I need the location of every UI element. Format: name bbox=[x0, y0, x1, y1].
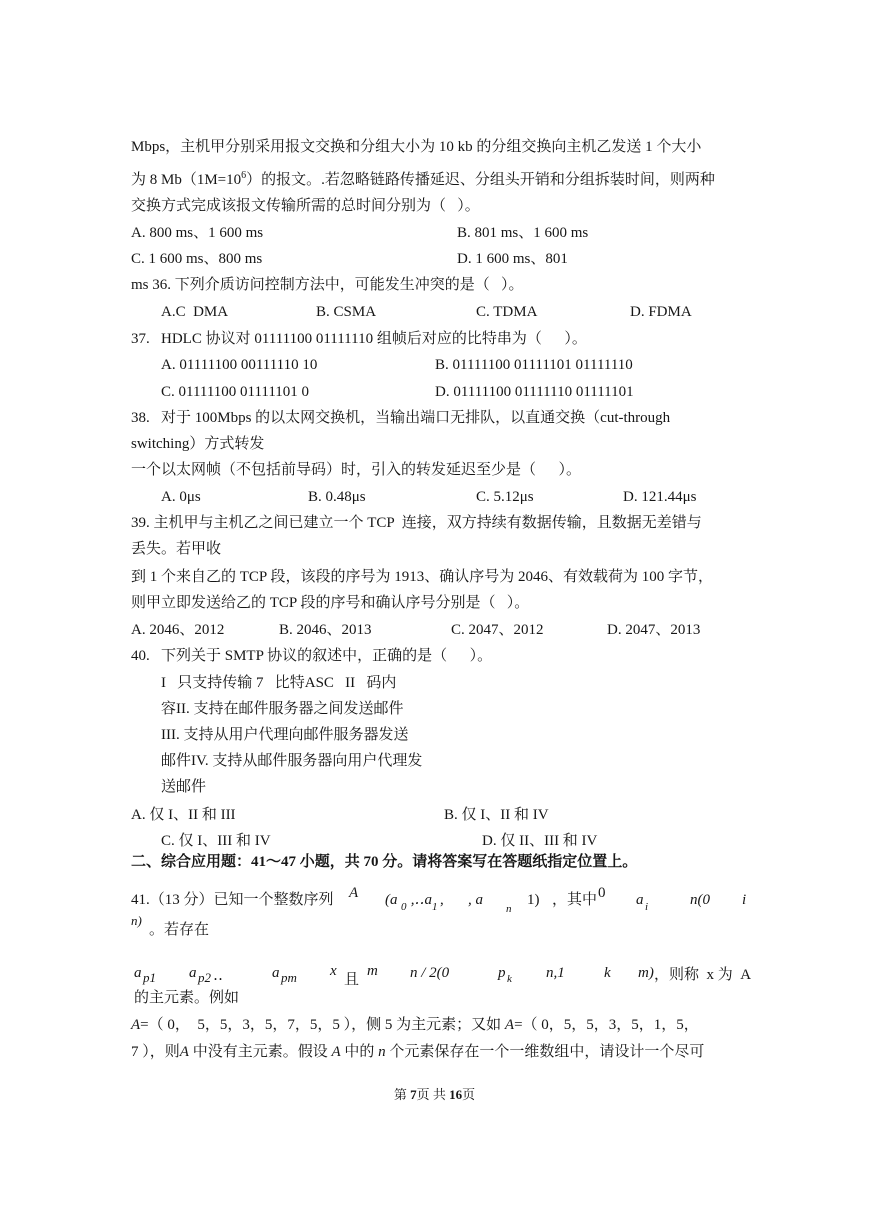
q40-stem: 下列关于 SMTP 协议的叙述中，正确的是（ ）。 bbox=[161, 648, 493, 664]
q35-stem-line-3: 交换方式完成该报文传输所需的总时间分别为（ ）。 bbox=[131, 198, 480, 214]
q41-cond-sub-pm: pm bbox=[281, 970, 297, 985]
q41-cond-x: x bbox=[330, 963, 337, 979]
q41-seq-close: 1) bbox=[527, 892, 540, 908]
q41-cond-ellipsis: ‥ bbox=[213, 968, 224, 984]
q41-cond-sub-p2: p2 bbox=[198, 970, 211, 985]
q38-option-b: B. 0.48μs bbox=[308, 489, 366, 505]
q38-stem-line-2: switching）方式转发 bbox=[131, 436, 265, 452]
q40-option-c: C. 仅 I、III 和 IV bbox=[161, 833, 271, 849]
q41-seq-last: , a bbox=[468, 892, 483, 908]
q36-option-a: A.C DMA bbox=[161, 304, 229, 320]
q38-option-c: C. 5.12μs bbox=[476, 489, 534, 505]
q40-number: 40. bbox=[131, 648, 150, 664]
q41-example-a: A bbox=[131, 1017, 141, 1033]
q35-option-b: B. 801 ms、1 600 ms bbox=[457, 225, 589, 241]
q40-option-d: D. 仅 II、III 和 IV bbox=[482, 833, 598, 849]
q40-option-b: B. 仅 I、II 和 IV bbox=[444, 807, 549, 823]
q36-option-b: B. CSMA bbox=[316, 304, 377, 320]
q39-stem-line-4: 则甲立即发送给乙的 TCP 段的序号和确认序号分别是（ ）。 bbox=[131, 595, 530, 611]
q41-example-text-2: 中的 bbox=[340, 1044, 379, 1060]
footer-page-number: 7 bbox=[410, 1087, 417, 1102]
q41-cond-k: k bbox=[604, 965, 611, 981]
footer-total-pages: 16 bbox=[449, 1087, 463, 1102]
q35-stem-line-2 bbox=[131, 170, 715, 192]
q41-cond-m: m bbox=[367, 963, 378, 979]
q36-stem: ms 36. 下列介质访问控制方法中，可能发生冲突的是（ ）。 bbox=[131, 277, 524, 293]
q41-example-a-2: A bbox=[504, 1017, 515, 1033]
q37-option-b: B. 01111100 01111101 01111110 bbox=[435, 357, 633, 373]
footer-suffix: 页 bbox=[462, 1087, 476, 1102]
q35-option-d: D. 1 600 ms、801 bbox=[457, 251, 568, 267]
q41-example-text-1: 中没有主元素。假设 bbox=[188, 1044, 332, 1060]
q41-intro: 41.（13 分）已知一个整数序列 bbox=[131, 892, 334, 908]
q41-seq-sub-1: 1 bbox=[432, 901, 438, 913]
q36-option-d: D. FDMA bbox=[630, 304, 692, 320]
q41-seq-open: (a bbox=[385, 892, 398, 908]
q41-cond-half: n / 2(0 bbox=[410, 965, 450, 981]
q41-cond-a-m: a bbox=[272, 965, 280, 981]
q39-stem-line-2: 丢失。若甲收 bbox=[131, 541, 222, 557]
q41-cond-tail: ，则称 x 为 A bbox=[654, 967, 752, 983]
q40-option-a: A. 仅 I、II 和 III bbox=[131, 807, 236, 823]
q38-stem-line-1: 对于 100Mbps 的以太网交换机，当输出端口无排队，以直通交换（cut-through bbox=[161, 410, 671, 426]
q41-range-zero: 0 bbox=[598, 885, 606, 901]
q41-cond-sub-p1: p1 bbox=[143, 970, 156, 985]
q35-exponent: 6 bbox=[241, 170, 247, 181]
q37-option-a: A. 01111100 00111110 10 bbox=[161, 357, 318, 373]
q41-seq-sub-n: n bbox=[506, 903, 512, 915]
q41-cond-a-2: a bbox=[189, 965, 197, 981]
q41-range-i: i bbox=[742, 892, 747, 908]
q40-statement-line-4: 邮件IV. 支持从邮件服务器向用户代理发 bbox=[161, 753, 423, 769]
q41-where: ，其中 bbox=[552, 892, 598, 908]
q41-example-n: n bbox=[378, 1044, 386, 1060]
q41-cond-and: 且 bbox=[344, 972, 360, 988]
q41-range-n: n(0 bbox=[690, 892, 710, 908]
q38-option-d: D. 121.44μs bbox=[623, 489, 697, 505]
q41-cond-a-1: a bbox=[134, 965, 142, 981]
q41-example-line-1 bbox=[131, 1015, 699, 1035]
q39-option-a: A. 2046、2012 bbox=[131, 622, 225, 638]
q41-cond-p: p bbox=[498, 965, 506, 981]
q41-example-text-3: 个元素保存在一个一维数组中，请设计一个尽可 bbox=[385, 1044, 705, 1060]
q41-range-a: a bbox=[636, 892, 644, 908]
footer-prefix: 第 bbox=[393, 1087, 411, 1102]
q35-stem-line-2-a: 为 8 Mb（1M=10 bbox=[131, 172, 242, 188]
q35-option-c: C. 1 600 ms、800 ms bbox=[131, 251, 263, 267]
q39-option-b: B. 2046、2013 bbox=[279, 622, 372, 638]
q41-seq-mid: ,‥a bbox=[407, 892, 433, 908]
q39-stem-line-3: 到 1 个来自乙的 TCP 段，该段的序号为 1913、确认序号为 2046、有效载荷为 100 字节， bbox=[131, 569, 713, 585]
q40-statement-line-1: I 只支持传输 7 比特ASC II 码内 bbox=[161, 675, 397, 691]
q40-statement-line-2: 容II. 支持在邮件服务器之间发送邮件 bbox=[161, 701, 404, 717]
q41-range-sub-i: i bbox=[645, 901, 649, 913]
q35-option-a: A. 800 ms、1 600 ms bbox=[131, 225, 264, 241]
q41-cond-m-close: m) bbox=[638, 965, 654, 981]
page-footer bbox=[0, 1086, 869, 1104]
q35-stem-line-1: Mbps，主机甲分别采用报文交换和分组大小为 10 kb 的分组交换向主机乙发送 1 个大小 bbox=[131, 139, 702, 155]
q41-example-seq-1: =（ 0， 5，5，3，5，7，5，5 ），侧 5 为主元素；又如 bbox=[140, 1017, 505, 1033]
q41-seq-comma: , bbox=[440, 892, 444, 908]
q41-cond-n1: n,1 bbox=[546, 965, 565, 981]
q41-example-a-4: A bbox=[331, 1044, 341, 1060]
q38-option-a: A. 0μs bbox=[161, 489, 201, 505]
section-2-heading: 二、综合应用题：41～47 小题，共 70 分。请将答案写在答题纸指定位置上。 bbox=[131, 854, 638, 870]
q41-sequence-name: A bbox=[349, 885, 359, 901]
q39-option-d: D. 2047、2013 bbox=[607, 622, 701, 638]
q41-seq-sub-0: 0 bbox=[401, 901, 407, 913]
q40-statement-line-3: III. 支持从用户代理向邮件服务器发送 bbox=[161, 727, 409, 743]
q41-range-close: n) bbox=[131, 913, 142, 928]
q38-stem-line-3: 一个以太网帧（不包括前导码）时，引入的转发延迟至少是（ ）。 bbox=[131, 462, 582, 478]
q38-number: 38. bbox=[131, 410, 150, 426]
q41-example-a-3: A bbox=[179, 1044, 189, 1060]
footer-middle: 页 共 bbox=[416, 1087, 450, 1102]
q41-cond-sub-k: k bbox=[507, 973, 512, 985]
q40-statement-line-5: 送邮件 bbox=[161, 779, 207, 795]
q41-example-seq-2-end: 7 ），则 bbox=[131, 1044, 180, 1060]
q39-option-c: C. 2047、2012 bbox=[451, 622, 544, 638]
q37-option-c: C. 01111100 01111101 0 bbox=[161, 384, 310, 400]
q39-stem-line-1: 39. 主机甲与主机乙之间已建立一个 TCP 连接，双方持续有数据传输，且数据无差错与 bbox=[131, 515, 702, 531]
q36-option-c: C. TDMA bbox=[476, 304, 538, 320]
q41-example-line-2 bbox=[131, 1042, 704, 1062]
q35-stem-line-2-b: ）的报文。.若忽略链路传播延迟、分组头开销和分组拆装时间，则两种 bbox=[246, 172, 715, 188]
q37-stem: HDLC 协议对 01111100 01111110 组帧后对应的比特串为（ ）。 bbox=[161, 331, 587, 347]
q37-option-d: D. 01111100 01111110 01111101 bbox=[435, 384, 634, 400]
q37-number: 37. bbox=[131, 331, 150, 347]
q41-if-exists: 。若存在 bbox=[149, 922, 210, 938]
q41-example-seq-2: =（ 0，5，5，3，5，1，5， bbox=[514, 1017, 699, 1033]
q41-definition-end: 的主元素。例如 bbox=[134, 990, 240, 1006]
